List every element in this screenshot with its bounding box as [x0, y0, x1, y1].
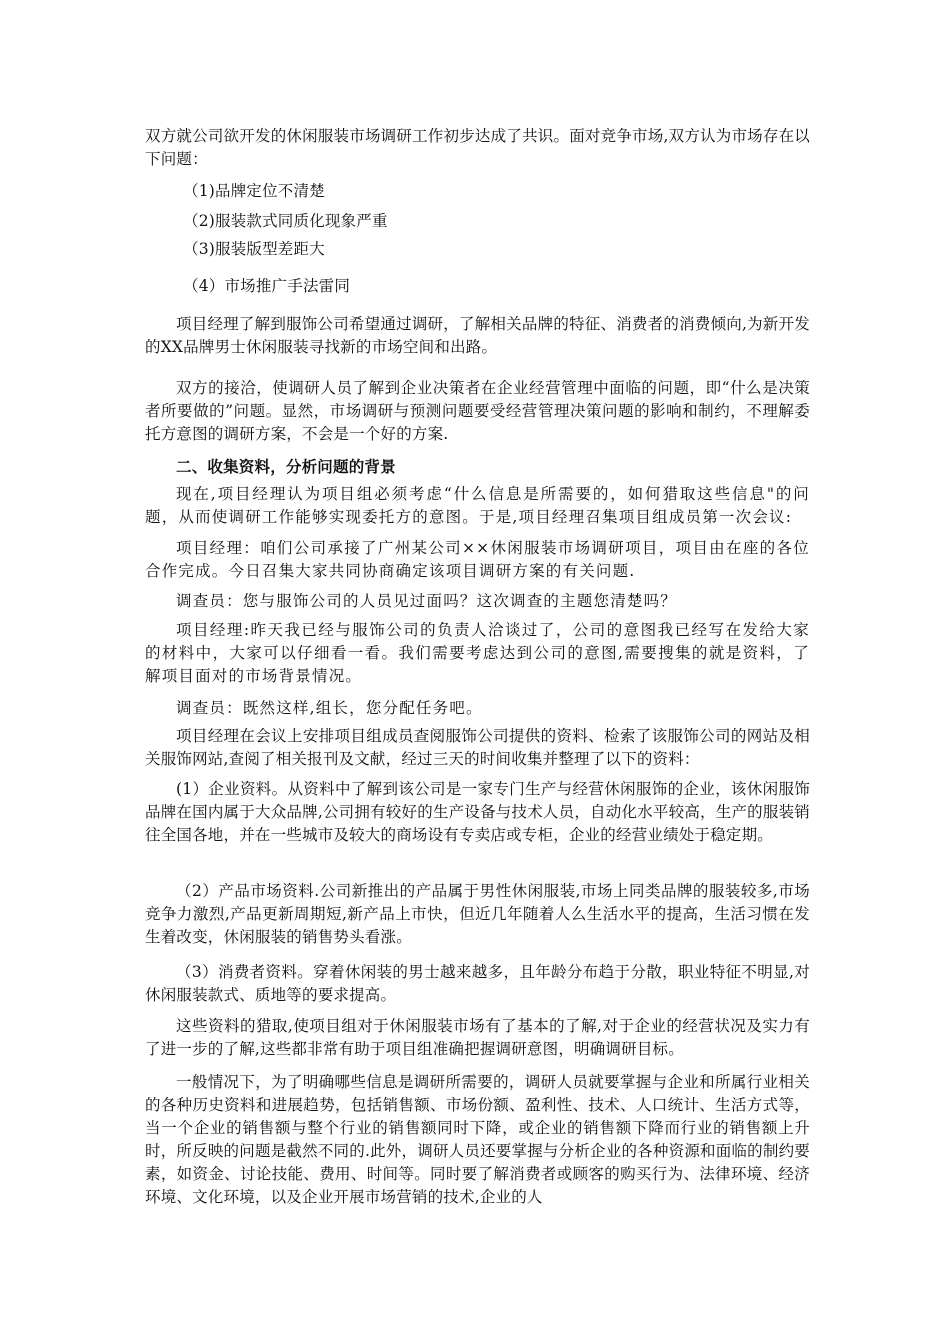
list-item-2: （2)服装款式同质化现象严重	[183, 212, 388, 230]
section-heading: 二、收集资料，分析问题的背景	[176, 457, 396, 476]
dialogue-manager-2: 项目经理:昨天我已经与服饰公司的负责人洽谈过了，公司的意图我已经写在发给大家的材料中，大家可以仔细看一看。我们需要考虑达到公司的意图,需要搜集的就是资料，了解项目面对的市场背景情况。	[145, 621, 810, 685]
paragraph-now: 现在,项目经理认为项目组必须考虑“什么信息是所需要的，如何猎取这些信息"的问题，从而使调研工作能够实现委托方的意图。于是,项目经理召集项目组成员第一次会议:	[145, 485, 810, 526]
paragraph-project-manager: 项目经理了解到服饰公司希望通过调研，了解相关品牌的特征、消费者的消费倾向,为新开发的XX品牌男士休闲服装寻找新的市场空间和出路。	[145, 315, 810, 356]
list-item-4: （4）市场推广手法雷同	[183, 277, 351, 295]
dialogue-investigator-1: 调查员：您与服饰公司的人员见过面吗？这次调查的主题您清楚吗？	[176, 592, 678, 610]
paragraph-general: 一般情况下，为了明确哪些信息是调研所需要的，调研人员就要掌握与企业和所属行业相关的各种历史资料和进展趋势，包括销售额、市场份额、盈利性、技术、人口统计、生活方式等，当一个企业的销售额与整个行业的销售额同时下降，或企业的销售额下降而行业的销售额上升时，所反映的问题是截然不同的.此外，调研人员还要掌握与分析企业的各种资源和面临的制约要素，如资金、讨论技能、费用、时间等。同时要了解消费者或顾客的购买行为、法律环境、经济环境、文化环境，以及企业开展市场营销的技术,企业的人	[145, 1073, 810, 1206]
paragraph-negotiation: 双方的接洽，使调研人员了解到企业决策者在企业经营管理中面临的问题，即“什么是决策者所要做的”问题。显然，市场调研与预测问题要受经营管理决策问题的影响和制约，不理解委托方意图的调研方案，不会是一个好的方案.	[145, 379, 810, 443]
dialogue-investigator-2: 调查员：既然这样,组长，您分配任务吧。	[176, 699, 483, 717]
paragraph-summary: 这些资料的猎取,使项目组对于休闲服装市场有了基本的了解,对于企业的经营状况及实力有了进一步的了解,这些都非常有助于项目组准确把握调研意图，明确调研目标。	[145, 1017, 810, 1058]
data-item-consumer: （3）消费者资料。穿着休闲装的男士越来越多，且年龄分布趋于分散，职业特征不明显,对休闲服装款式、质地等的要求提高。	[145, 963, 810, 1004]
data-item-market: （2）产品市场资料.公司新推出的产品属于男性休闲服装,市场上同类品牌的服装较多,市场竞争力激烈,产品更新周期短,新产品上市快，但近几年随着人么生活水平的提高，生活习惯在发生着改变，休闲服装的销售势头看涨。	[145, 882, 810, 946]
paragraph-meeting: 项目经理在会议上安排项目组成员查阅服饰公司提供的资料、检索了该服饰公司的网站及相关服饰网站,查阅了相关报刊及文献，经过三天的时间收集并整理了以下的资料：	[145, 727, 810, 768]
paragraph-intro: 双方就公司欲开发的休闲服装市场调研工作初步达成了共识。面对竞争市场,双方认为市场存在以下问题：	[145, 127, 810, 168]
list-item-3: （3)服装版型差距大	[183, 240, 325, 258]
data-item-company: (1）企业资料。从资料中了解到该公司是一家专门生产与经营休闲服饰的企业，该休闲服饰品牌在国内属于大众品牌,公司拥有较好的生产设备与技术人员，自动化水平较高，生产的服装销往全国各地，并在一些城市及较大的商场设有专卖店或专柜，企业的经营业绩处于稳定期。	[145, 780, 810, 844]
dialogue-manager-1: 项目经理：咱们公司承接了广州某公司××休闲服装市场调研项目，项目由在座的各位合作完成。今日召集大家共同协商确定该项目调研方案的有关问题.	[145, 539, 810, 580]
list-item-1: （1)品牌定位不清楚	[183, 182, 325, 200]
